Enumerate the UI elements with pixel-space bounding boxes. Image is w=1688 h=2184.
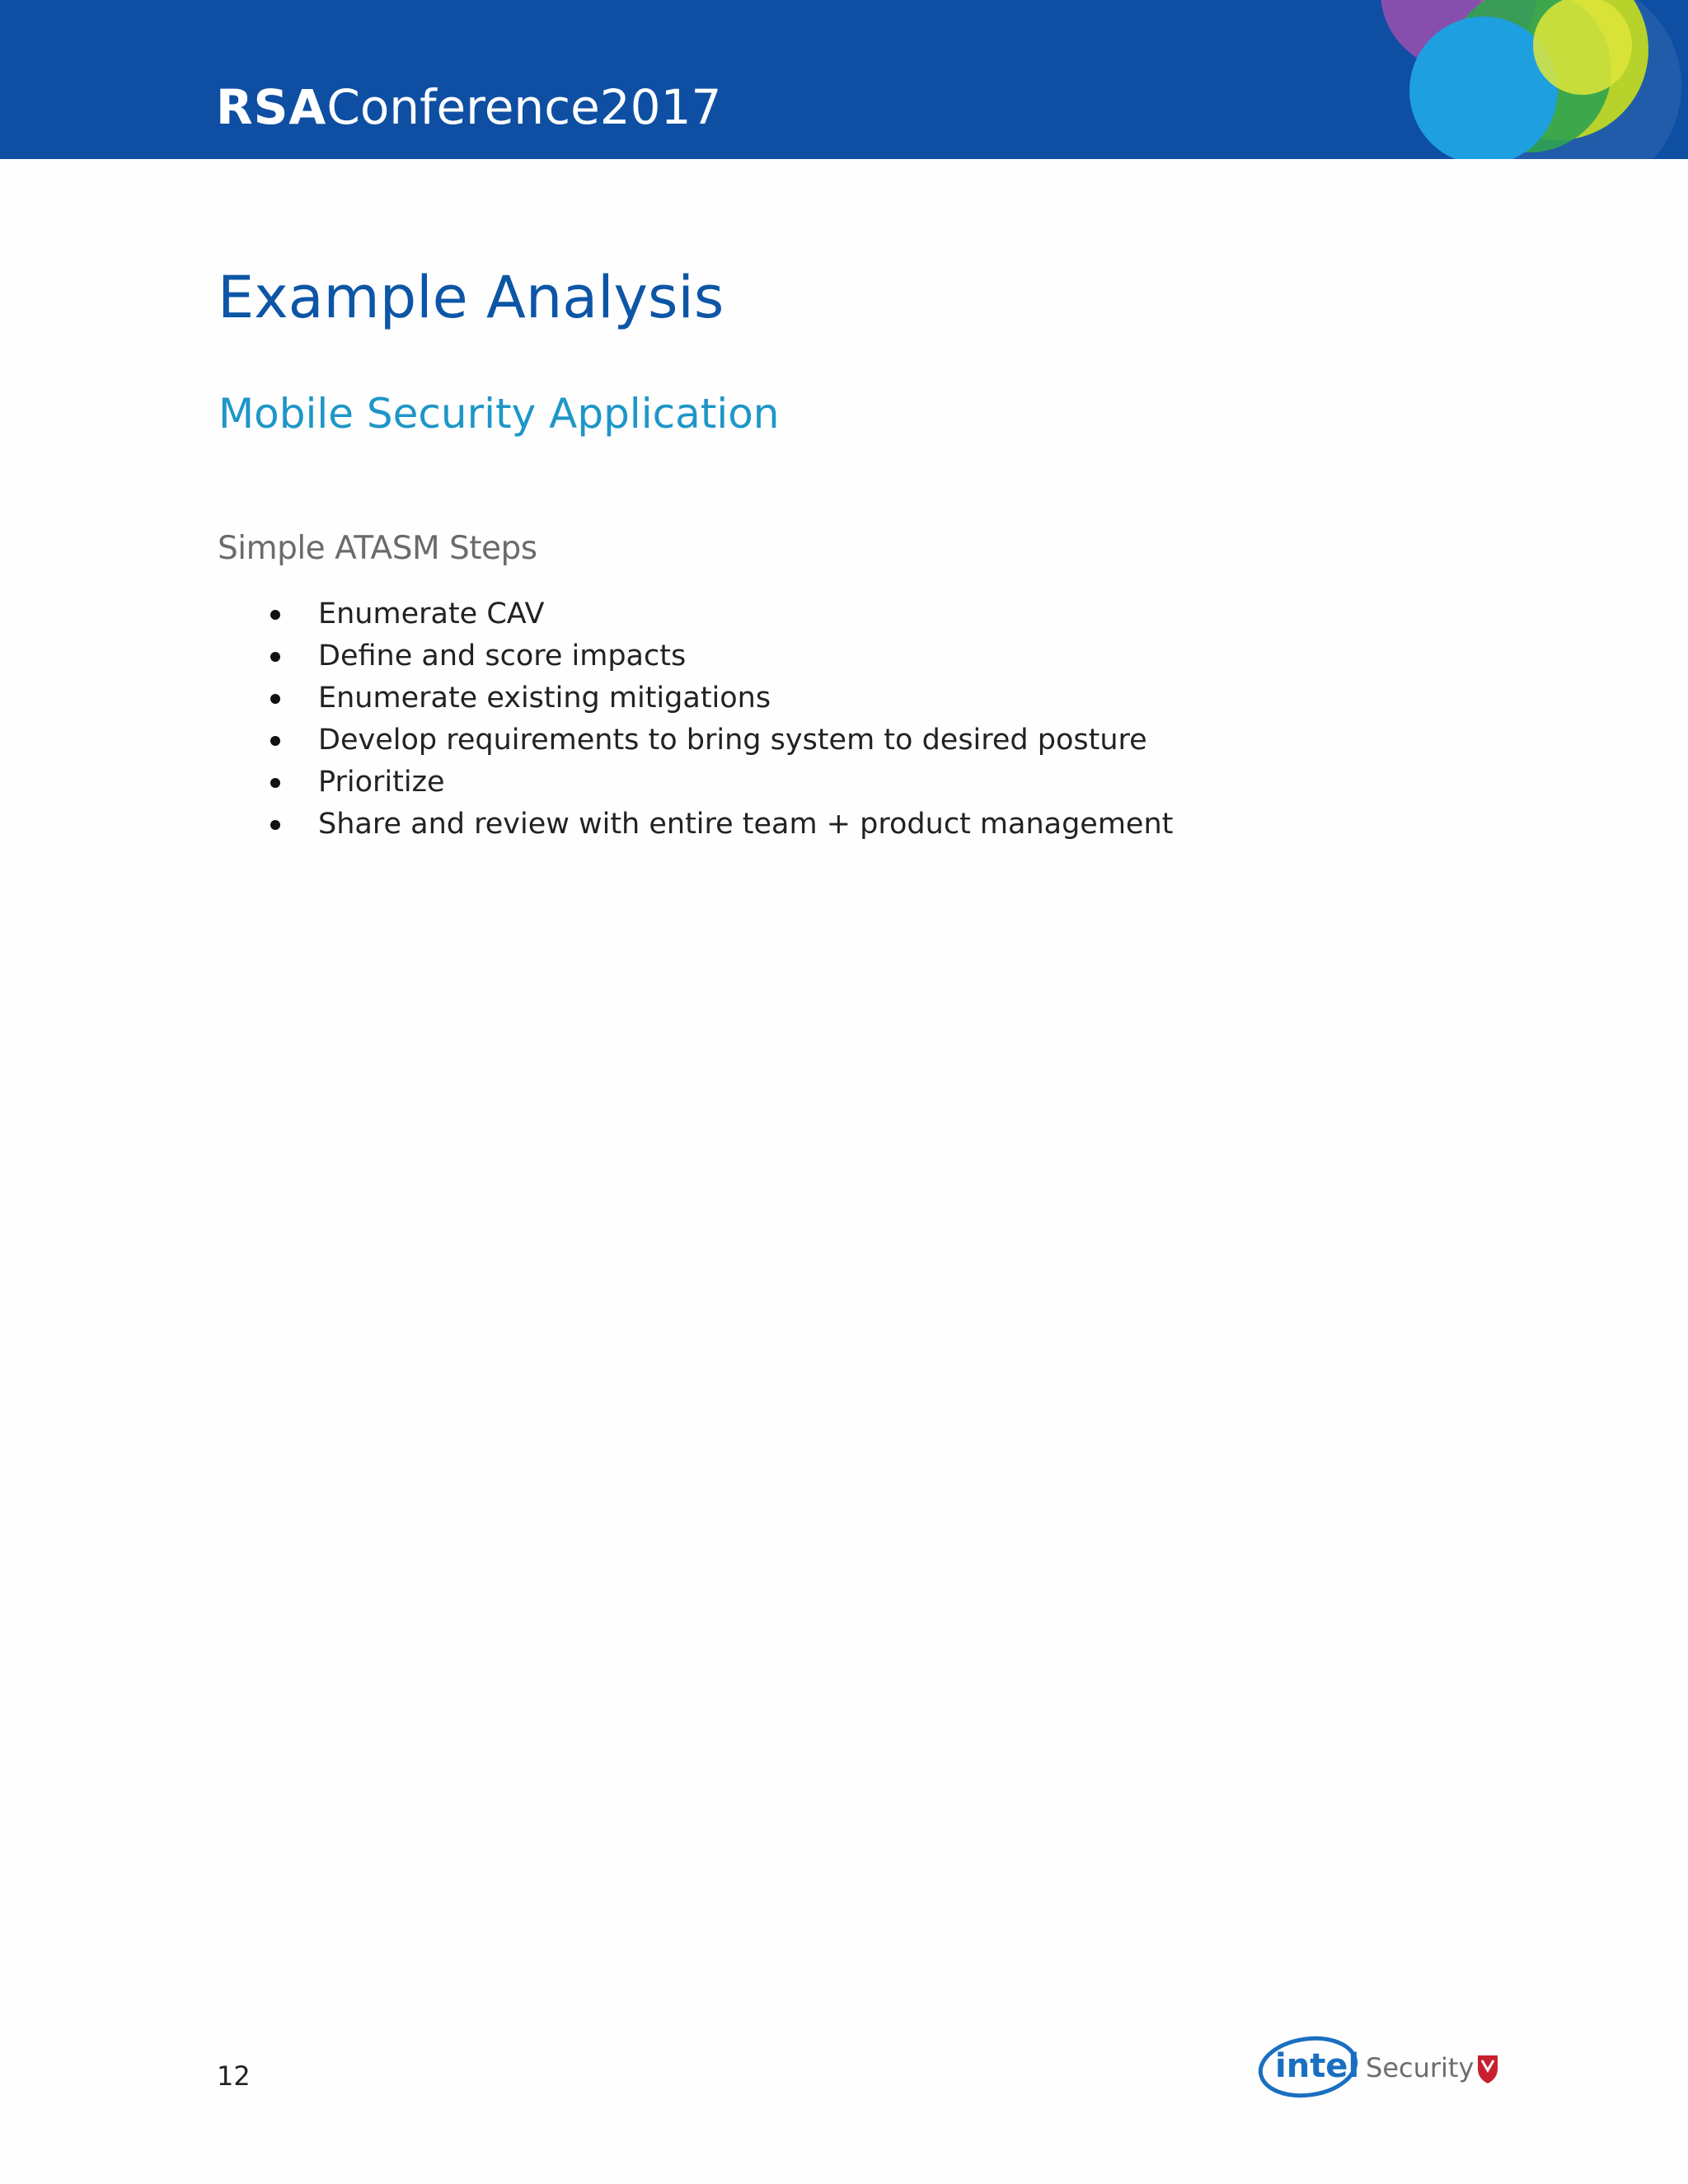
list-item-text: Share and review with entire team + product management bbox=[318, 808, 1174, 841]
header-band bbox=[0, 0, 1688, 159]
rsa-conference-logo bbox=[216, 79, 721, 137]
list-item bbox=[264, 804, 1173, 846]
list-item bbox=[264, 677, 1173, 719]
bullet-icon bbox=[270, 778, 280, 788]
logo-conference-text: Conference2017 bbox=[326, 79, 722, 135]
list-item bbox=[264, 719, 1173, 762]
list-item bbox=[264, 593, 1173, 635]
logo-rsa-text: RSA bbox=[216, 79, 327, 135]
shield-icon bbox=[1478, 2055, 1498, 2083]
list-item-text: Prioritize bbox=[318, 766, 445, 799]
list-item-text: Enumerate CAV bbox=[318, 598, 545, 630]
intel-security-logo bbox=[1257, 2029, 1512, 2103]
bullet-icon bbox=[270, 820, 280, 830]
bullet-icon bbox=[270, 694, 280, 704]
bullet-icon bbox=[270, 610, 280, 620]
bullet-icon bbox=[270, 736, 280, 746]
section-heading: Simple ATASM Steps bbox=[218, 530, 537, 567]
intel-wordmark: intel bbox=[1275, 2047, 1360, 2085]
page-title: Example Analysis bbox=[218, 264, 724, 331]
security-wordmark: Security bbox=[1366, 2052, 1475, 2083]
list-item bbox=[264, 635, 1173, 677]
list-item-text: Develop requirements to bring system to desired posture bbox=[318, 724, 1147, 757]
list-item-text: Enumerate existing mitigations bbox=[318, 682, 771, 715]
steps-list bbox=[264, 593, 1173, 846]
page-number: 12 bbox=[217, 2060, 251, 2092]
page-subtitle: Mobile Security Application bbox=[218, 390, 780, 438]
list-item bbox=[264, 762, 1173, 804]
decorative-circles-graphic bbox=[1286, 0, 1673, 159]
list-item-text: Define and score impacts bbox=[318, 640, 687, 673]
bullet-icon bbox=[270, 652, 280, 662]
